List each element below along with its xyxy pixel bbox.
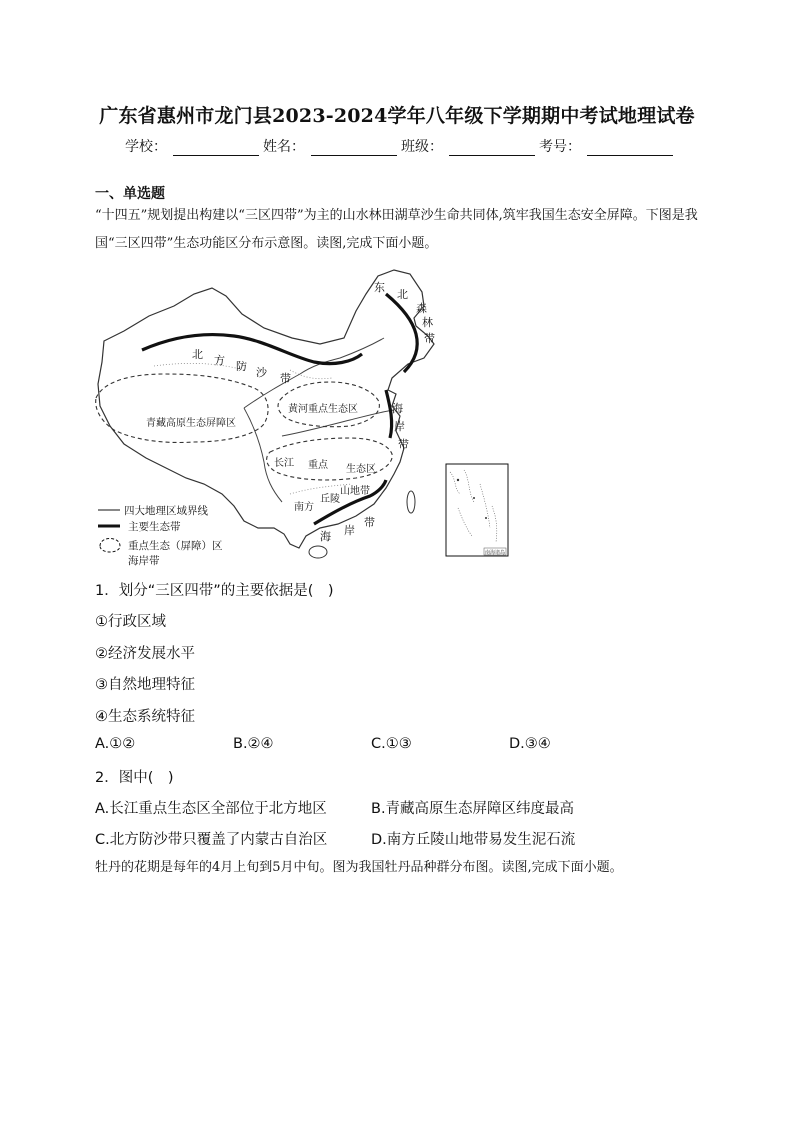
label-south-3: 山地带 [340,486,370,497]
legend-region-boundary: 四大地理区域界线 [124,505,208,517]
legend-eco-belt: 主要生态带 [128,521,181,533]
legend-coastal-belt: 海岸带 [128,555,160,566]
three-zones-four-belts-map [94,266,524,566]
inset-label: 南海诸岛 [485,550,506,556]
label-scoast-hai: 海 [320,530,331,543]
label-yangtze-1: 长江 [274,458,294,469]
question-1-item-3: ③自然地理特征 [95,677,195,693]
q2-option-c[interactable]: C.北方防沙带只覆盖了内蒙古自治区 [95,832,328,848]
q1-option-d[interactable]: D.③④ [509,736,551,752]
label-n-bei: 北 [192,348,203,361]
q1-option-b[interactable]: B.②④ [233,736,274,752]
map-legend [98,504,223,566]
q1-option-c[interactable]: C.①③ [371,736,412,752]
question-1-stem: 1．划分“三区四带”的主要依据是( ) [95,583,334,599]
northeast-forest-belt [386,294,417,372]
peony-intro-paragraph: 牡丹的花期是每年的4月上旬到5月中旬。图为我国牡丹品种群分布图。读图,完成下面小题。 [95,860,623,875]
label-coast-dai: 带 [398,438,409,451]
label-ne-dong: 东 [374,281,385,294]
name-label: 姓名： [263,139,305,155]
exam-number-label: 考号： [539,139,581,155]
taiwan-island [407,491,415,513]
label-n-fang2: 防 [236,360,247,373]
label-n-dai: 带 [280,372,291,385]
label-scoast-dai: 带 [364,516,375,529]
question-2-options-row1 [95,797,574,818]
question-1-item-2: ②经济发展水平 [95,646,195,662]
section-heading: 一、单选题 [95,186,165,202]
student-info-line [125,136,685,156]
label-yangtze-2: 重点 [308,460,328,471]
qingzang-zone [96,374,268,443]
question-1-item-1: ①行政区域 [95,614,166,630]
label-south-2: 丘陵 [320,494,340,505]
exam-number-blank[interactable] [587,139,673,156]
label-scoast-an: 岸 [344,524,355,537]
label-coast-hai: 海 [392,402,403,415]
class-blank[interactable] [449,139,535,156]
region-boundary-2 [244,408,282,502]
inset-south-sea-islands [446,464,508,556]
name-blank[interactable] [311,139,397,156]
question-1-options [95,736,655,752]
label-ne-bei: 北 [397,288,408,301]
label-ne-sen: 森 [416,302,427,315]
q2-option-a[interactable]: A.长江重点生态区全部位于北方地区 [95,801,327,817]
northern-sand-belt [142,335,362,364]
school-blank[interactable] [173,139,259,156]
class-label: 班级： [401,139,443,155]
question-1-item-4: ④生态系统特征 [95,709,195,725]
hainan-island [309,546,327,558]
exam-title: 广东省惠州市龙门县2023-2024学年八年级下学期期中考试地理试卷 [99,105,695,127]
label-ne-lin: 林 [422,316,433,329]
q1-option-a[interactable]: A.①② [95,736,136,752]
q2-option-b[interactable]: B.青藏高原生态屏障区纬度最高 [371,801,575,817]
intro-paragraph: “十四五”规划提出构建以“三区四带”为主的山水林田湖草沙生命共同体,筑牢我国生态安全屏障。下图是我国“三区四带”生态功能区分布示意图。读图,完成下面小题。 [95,208,698,251]
label-n-sha: 沙 [256,366,267,379]
legend-key-zone: 重点生态（屏障）区 [128,540,223,552]
label-huanghe-zone: 黄河重点生态区 [288,404,358,415]
label-coast-an: 岸 [394,420,405,433]
coastal-belt [386,390,392,438]
label-yangtze-3: 生态区 [346,464,376,475]
label-qingzang-zone: 青藏高原生态屏障区 [146,418,236,429]
label-ne-dai: 带 [424,332,435,345]
label-n-fang: 方 [214,354,225,367]
school-label: 学校： [125,139,167,155]
question-2-options-row2 [95,828,575,849]
question-2-stem: 2．图中( ) [95,770,174,786]
label-south-1: 南方 [294,502,314,513]
q2-option-d[interactable]: D.南方丘陵山地带易发生泥石流 [371,832,576,848]
